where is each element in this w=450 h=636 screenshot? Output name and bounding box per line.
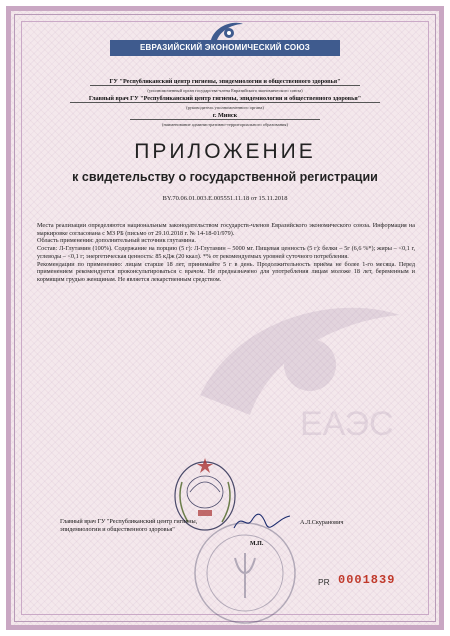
certificate-body bbox=[37, 222, 415, 284]
issuer-chief-doctor: Главный врач ГУ "Республиканский центр гигиены, эпидемиологии и общественного здоровья" bbox=[70, 95, 380, 103]
watermark-emblem-icon bbox=[180, 285, 410, 445]
registration-number: BY.70.06.01.003.E.005551.11.18 от 15.11.2018 bbox=[162, 195, 288, 202]
round-stamp-icon bbox=[190, 518, 300, 628]
issuer-city: г. Минск bbox=[130, 112, 320, 120]
issuer-organization-caption: (уполномоченный орган государства-члена Евразийского экономического союза) bbox=[147, 88, 303, 93]
issuer-organization: ГУ "Республиканский центр гигиены, эпидемиологии и общественного здоровья" bbox=[90, 78, 360, 86]
union-banner: ЕВРАЗИЙСКИЙ ЭКОНОМИЧЕСКИЙ СОЮЗ bbox=[110, 40, 340, 56]
handwritten-signature-icon bbox=[232, 510, 292, 532]
signatory-name: А.Л.Скуранович bbox=[300, 519, 344, 526]
serial-number: 0001839 bbox=[338, 573, 396, 587]
body-paragraph-recommendations: Рекомендации по применению: лицам старше 18 лет, принимайте 5 г в день. Продолжительность приёма не более 1-го месяца. Перед применением рекомендуется проконсультироваться с врачом. Не предназначено для употребления лицам моложе 18 лет, беременным и кормящим грудью женщинам. Не является лекарственным средством. bbox=[37, 260, 415, 283]
body-paragraph-sales: Места реализации определяются национальным законодательством государств-членов Евразийского экономического союза. Информация на маркировке согласована с МЗ РБ (письмо от 29.10.2018 г. № 14-18-01/979). bbox=[37, 222, 415, 237]
body-paragraph-composition: Состав: Л-Глутамин (100%). Содержание на порцию (5 г): Л-Глутамин – 5000 мг. Пищевая ценность (5 г): белки – 5г (6,6 %*); жиры – <0,1 г, углеводы – <0,1 г; энергетическая ценность: 85 кДж (20 ккал). *% от рекомендуемых уровней суточного потребления. bbox=[37, 245, 415, 260]
serial-prefix: PR bbox=[318, 577, 330, 587]
issuer-city-caption: (наименование административно-территориального образования) bbox=[161, 122, 288, 127]
document-subtitle: к свидетельству о государственной регистрации bbox=[72, 170, 378, 184]
seal-mark: М.П. bbox=[250, 541, 264, 547]
svg-text:ЕАЭС: ЕАЭС bbox=[300, 405, 394, 443]
issuer-chief-caption: (руководитель уполномоченного органа) bbox=[186, 105, 264, 110]
signatory-position: Главный врач ГУ "Республиканский центр гигиены, эпидемиологии и общественного здоровья" bbox=[60, 518, 198, 533]
body-paragraph-scope: Область применения: дополнительный источник глутамина. bbox=[37, 237, 196, 245]
document-title: ПРИЛОЖЕНИЕ bbox=[134, 140, 316, 163]
